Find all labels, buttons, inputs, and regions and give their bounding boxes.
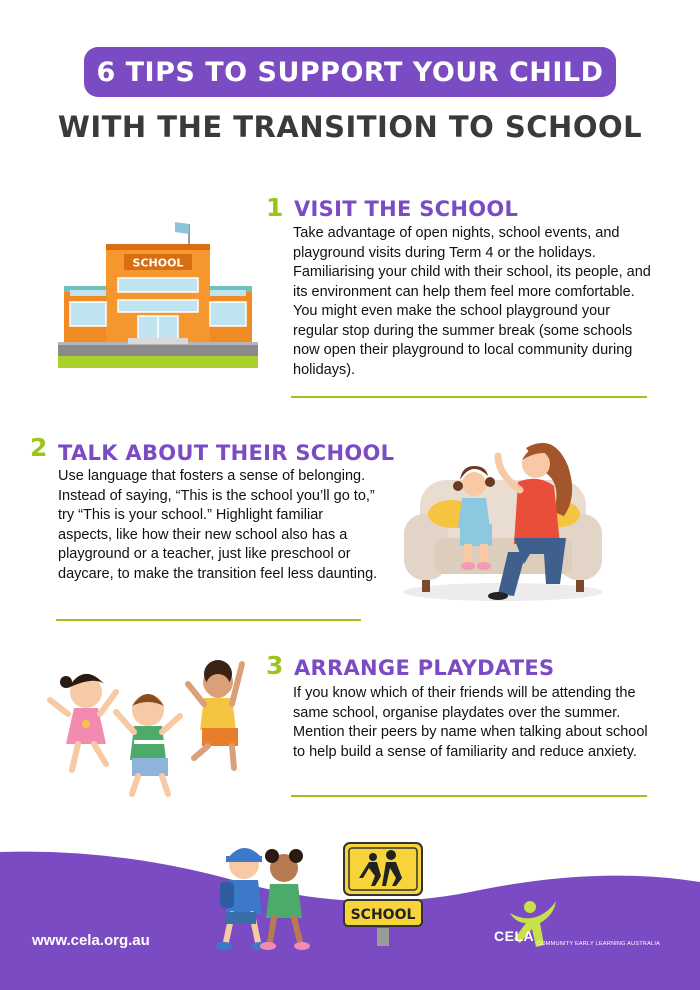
tip-1-heading: VISIT THE SCHOOL xyxy=(294,197,519,221)
kids-jumping-illustration xyxy=(38,652,258,802)
tip-2-heading: TALK ABOUT THEIR SCHOOL xyxy=(58,441,395,465)
tip-2-number: 2 xyxy=(30,433,48,462)
tip-3-divider xyxy=(291,795,647,797)
parent-child-sofa-illustration xyxy=(400,430,606,605)
page-title: 6 TIPS TO SUPPORT YOUR CHILD xyxy=(96,56,604,88)
cela-logo-subtitle: COMMUNITY EARLY LEARNING AUSTRALIA xyxy=(537,941,661,947)
tip-1-number: 1 xyxy=(266,193,284,222)
road-sign-text: SCHOOL xyxy=(350,907,416,923)
tip-2-divider xyxy=(56,619,361,621)
tip-3-number: 3 xyxy=(266,651,284,680)
tip-1-body: Take advantage of open nights, school events, and playground visits during Term 4 or the holidays. Familiarising your child with their school, its people, and its environment can help them feel more comfortable. You might even make the school playground your regular stop during the summer break (some schools now open their playground to local community during holidays). xyxy=(293,225,651,378)
footer-website-link[interactable]: www.cela.org.au xyxy=(32,932,150,949)
tip-3-heading: ARRANGE PLAYDATES xyxy=(294,656,555,680)
page-subtitle: WITH THE TRANSITION TO SCHOOL xyxy=(57,110,643,144)
tip-1-divider xyxy=(291,396,647,398)
tip-3-body: If you know which of their friends will be attending the same school, organise playdates over the summer. Mention their peers by name when talking about school to help build a sense of familiarity and reduce anxiety. xyxy=(293,685,648,760)
tip-2-body: Use language that fosters a sense of belonging. Instead of saying, “This is the school you’ll go to,” try “This is your school.” Highlight familiar aspects, like how their new school also has a playground or a teacher, just like preschool or daycare, to make the transition feel less daunting. xyxy=(58,468,378,582)
title-banner xyxy=(84,47,616,97)
school-crossing-sign-illustration xyxy=(343,842,423,946)
cela-logo-word: CELA xyxy=(494,928,535,944)
school-building-sign: SCHOOL xyxy=(132,256,184,270)
kids-walking-to-school-illustration xyxy=(206,836,318,958)
school-building-illustration xyxy=(58,218,258,370)
